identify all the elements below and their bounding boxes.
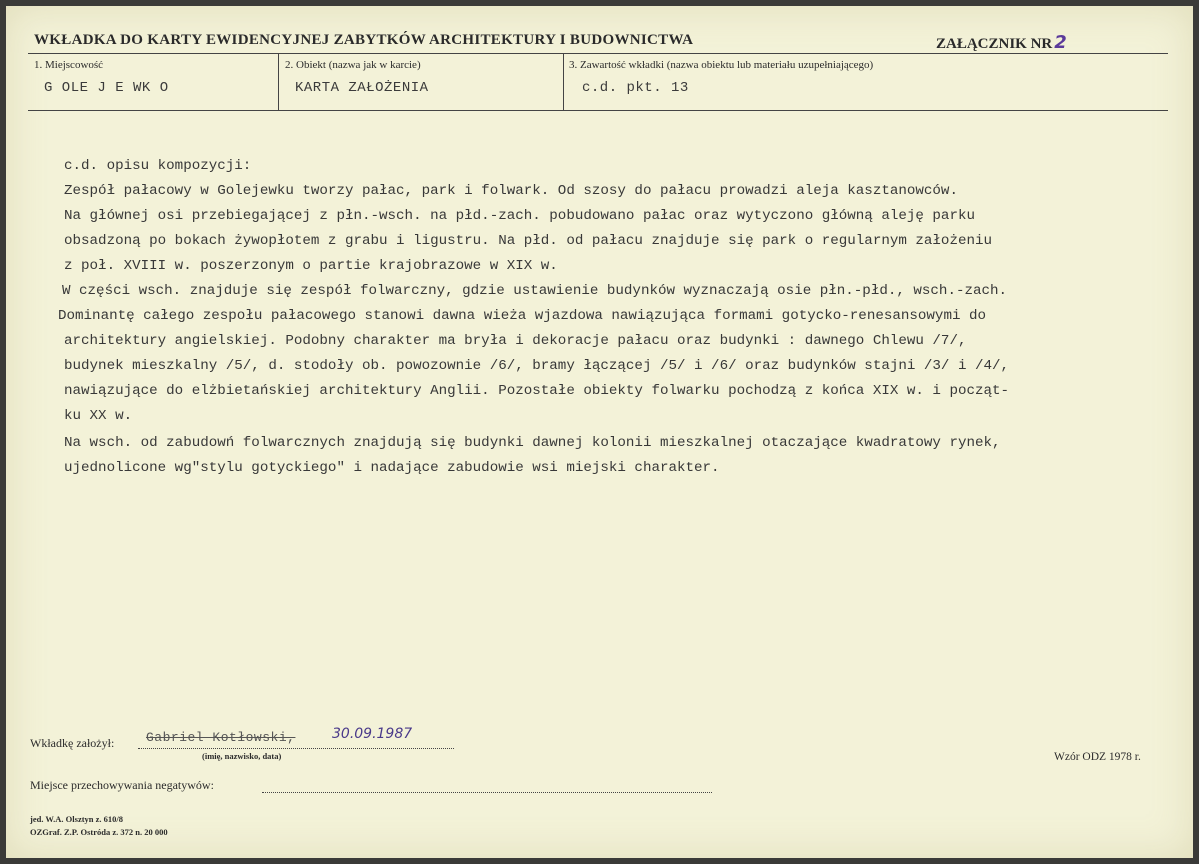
text-line: z poł. XVIII w. poszerzonym o partie krajobrazowe w XIX w.: [64, 258, 558, 274]
text-line: architektury angielskiej. Podobny charakter ma bryła i dekoracje pałacu oraz budynki : dawnego Chlewu /7/,: [64, 333, 967, 349]
negatives-line: [262, 792, 712, 793]
locality-value: G OLE J E WK O: [44, 80, 169, 96]
attachment-label: ZAŁĄCZNIK NR: [936, 36, 1053, 52]
text-line: Dominantę całego zespołu pałacowego stanowi dawna wieża wjazdowa nawiązująca formami gotycko-renesansowymi do: [58, 308, 987, 324]
text-line: Na wsch. od zabudowń folwarcznych znajdują się budynki dawnej kolonii mieszkalnej otaczające kwadratowy rynek,: [64, 435, 1001, 451]
content-label: 3. Zawartość wkładki (nazwa obiektu lub materiału uzupełniającego): [569, 59, 874, 71]
form-sheet: [6, 6, 1193, 858]
column-divider-1: [278, 53, 279, 110]
model-note: Wzór ODZ 1978 r.: [1054, 751, 1141, 763]
print-note-2: OZGraf. Z.P. Ostróda z. 372 n. 20 000: [30, 827, 168, 837]
object-value: KARTA ZAŁOŻENIA: [295, 80, 429, 96]
text-line: c.d. opisu kompozycji:: [64, 158, 252, 174]
header-top-rule: [28, 53, 1168, 54]
author-label: Wkładkę założył:: [30, 736, 115, 750]
header-bottom-rule: [28, 110, 1168, 111]
author-name: Gabriel Kotłowski,: [146, 730, 296, 745]
text-line: nawiązujące do elżbietańskiej architektury Anglii. Pozostałe obiekty folwarku pochodzą z końca XIX w. i począt-: [64, 383, 1010, 399]
text-line: Na głównej osi przebiegającej z płn.-wsch. na płd.-zach. pobudowano pałac oraz wytyczono główną aleję parku: [64, 208, 975, 224]
text-line: obsadzoną po bokach żywopłotem z grabu i ligustru. Na płd. od pałacu znajduje się park o regularnym założeniu: [64, 233, 993, 249]
object-label: 2. Obiekt (nazwa jak w karcie): [285, 59, 421, 71]
text-line: ku XX w.: [64, 408, 133, 424]
author-date: 30.09.1987: [332, 726, 413, 742]
form-title: WKŁADKA DO KARTY EWIDENCYJNEJ ZABYTKÓW ARCHITEKTURY I BUDOWNICTWA: [34, 32, 694, 48]
locality-label: 1. Miejscowość: [34, 59, 104, 71]
text-line: ujednolicone wg"stylu gotyckiego" i nadające zabudowie wsi miejski charakter.: [64, 460, 720, 476]
column-divider-2: [563, 53, 564, 110]
content-value: c.d. pkt. 13: [582, 80, 689, 96]
attachment-number-value: 2: [1054, 32, 1067, 53]
text-line: Zespół pałacowy w Golejewku tworzy pałac, park i folwark. Od szosy do pałacu prowadzi aleja kasztanowców.: [64, 183, 958, 199]
author-line: [138, 748, 454, 749]
attachment-number: [936, 32, 1067, 53]
text-line: W części wsch. znajduje się zespół folwarczny, gdzie ustawienie budynków wyznaczają osie płn.-płd., wsch.-zach.: [62, 283, 1008, 299]
negatives-label: Miejsce przechowywania negatywów:: [30, 778, 214, 792]
print-note-1: jed. W.A. Olsztyn z. 610/8: [30, 814, 124, 824]
text-line: budynek mieszkalny /5/, d. stodoły ob. powozownie /6/, bramy łączącej /5/ i /6/ oraz budynków stajni /3/ i /4/,: [64, 358, 1010, 374]
author-hint: (imię, nazwisko, data): [202, 751, 282, 761]
